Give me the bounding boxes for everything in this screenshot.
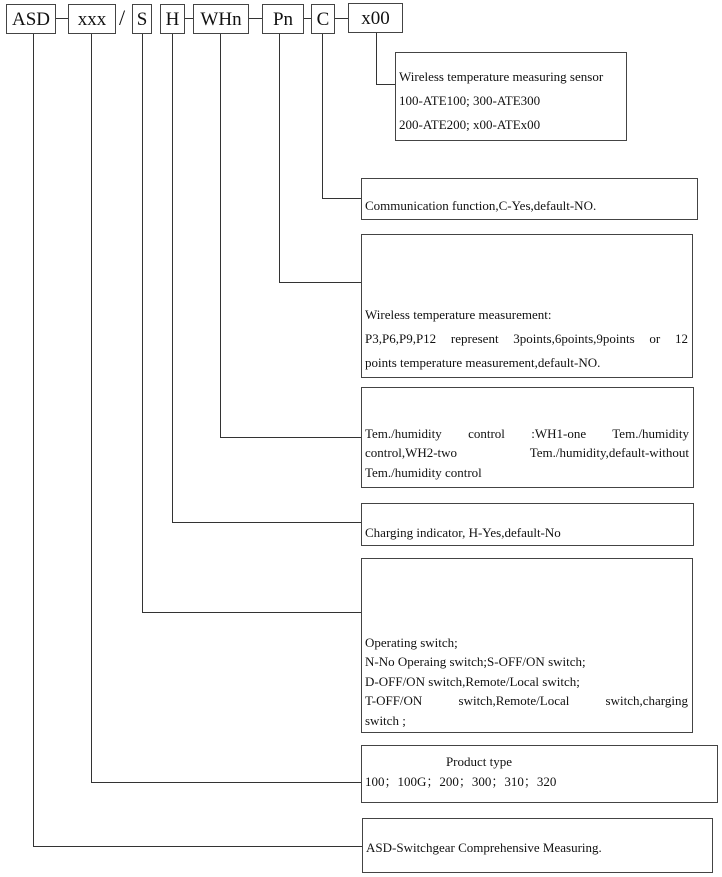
description-asd (362, 818, 713, 873)
connector (249, 18, 262, 19)
desc-line: D-OFF/ON switch,Remote/Local switch; (365, 673, 580, 689)
code-label: ASD (11, 8, 50, 30)
desc-line: Operating switch; (365, 634, 458, 650)
leader-line-c (322, 34, 323, 199)
leader-line-asd (33, 846, 362, 847)
slash-separator: / (119, 5, 126, 30)
desc-line: Wireless temperature measurement: (365, 306, 552, 322)
description-x00 (395, 52, 627, 141)
desc-line: P3,P6,P9,P12 represent 3points,6points,9points or 12 (365, 330, 688, 346)
leader-line-s (142, 612, 361, 613)
leader-line-pn (279, 34, 280, 283)
leader-line-pn (279, 282, 361, 283)
desc-line: points temperature measurement,default-NO. (365, 354, 601, 370)
description-s (361, 558, 693, 733)
desc-line: 200-ATE200; x00-ATEx00 (399, 116, 541, 132)
code-segment-h (160, 4, 185, 34)
code-label: WHn (200, 8, 242, 30)
description-whn (361, 387, 694, 488)
code-label: x00 (361, 7, 390, 29)
leader-line-whn (220, 437, 361, 438)
code-label: C (316, 8, 330, 30)
leader-line-asd (33, 34, 34, 847)
connector (185, 18, 193, 19)
desc-line: switch ; (365, 712, 406, 728)
desc-line: Wireless temperature measuring sensor (399, 68, 604, 84)
desc-title: Product type (445, 754, 513, 769)
leader-line-xxx (91, 34, 92, 783)
code-segment-s (132, 4, 152, 34)
leader-line-xxx (91, 782, 362, 783)
connector (335, 18, 348, 19)
leader-line-c (322, 198, 361, 199)
leader-line-h (172, 522, 361, 523)
description-h (361, 503, 694, 546)
description-pn (361, 234, 693, 378)
description-xxx (361, 745, 718, 803)
leader-line-x00 (376, 84, 395, 85)
description-c (361, 178, 698, 220)
code-segment-c (311, 4, 335, 34)
desc-line: Tem./humidity control :WH1-one Tem./humidity (365, 425, 689, 441)
desc-line: T-OFF/ON switch,Remote/Local switch,charging (365, 693, 688, 708)
desc-line: control,WH2-two Tem./humidity,default-without (365, 445, 689, 460)
code-label: H (165, 8, 180, 30)
code-segment-asd (6, 4, 56, 34)
desc-line: 100；100G；200；300；310；320 (365, 773, 557, 789)
desc-line: N-No Operaing switch;S-OFF/ON switch; (365, 654, 586, 669)
connector (304, 18, 311, 19)
code-segment-x00 (348, 3, 403, 33)
code-segment-xxx (68, 4, 116, 34)
leader-line-x00 (376, 33, 377, 85)
code-label: xxx (77, 8, 107, 30)
desc-line: Charging indicator, H-Yes,default-No (365, 524, 561, 540)
desc-line: ASD-Switchgear Comprehensive Measuring. (366, 839, 602, 855)
leader-line-s (142, 34, 143, 613)
desc-line: Communication function,C-Yes,default-NO. (365, 197, 597, 213)
code-label: Pn (272, 8, 294, 30)
code-segment-pn (262, 4, 304, 34)
desc-line: 100-ATE100; 300-ATE300 (399, 92, 541, 108)
leader-line-h (172, 34, 173, 523)
leader-line-whn (220, 34, 221, 438)
desc-line: Tem./humidity control (365, 464, 482, 480)
code-segment-whn (193, 4, 249, 34)
code-label: S (136, 8, 148, 30)
connector (56, 18, 68, 19)
